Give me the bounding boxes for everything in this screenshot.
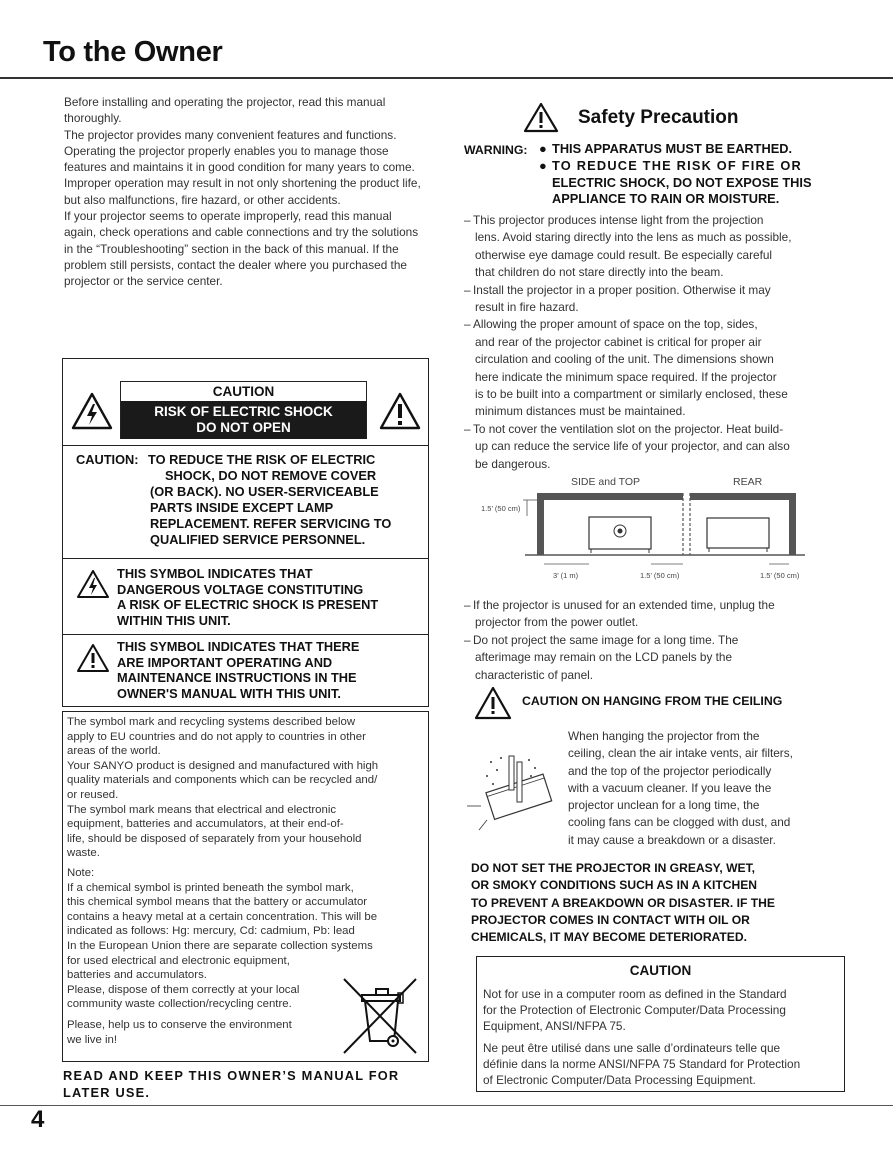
caution2-line: of Electronic Computer/Data Processing Equipment. bbox=[483, 1073, 756, 1087]
dim-top: 1.5’ (50 cm) bbox=[481, 504, 521, 513]
eu-line: quality materials and components which can be recycled and/ bbox=[67, 774, 378, 787]
eu-line: or reused. bbox=[67, 788, 119, 801]
dim-right: 1.5’ (50 cm) bbox=[640, 571, 680, 580]
eu-line: If a chemical symbol is printed beneath the symbol mark, bbox=[67, 881, 354, 894]
hanging-line: with a vacuum cleaner. If you leave the bbox=[568, 780, 772, 795]
eu-line: In the European Union there are separate collection systems bbox=[67, 939, 373, 952]
symbol1-line: WITHIN THIS UNIT. bbox=[117, 612, 231, 628]
warning-bullet: ● bbox=[539, 141, 547, 156]
caution2-english bbox=[477, 986, 844, 1034]
list-line: This projector produces intense light from the projection bbox=[473, 213, 764, 227]
safety-title: Safety Precaution bbox=[578, 107, 739, 128]
caution-banner-message bbox=[121, 401, 366, 439]
eu-line: Your SANYO product is designed and manufactured with high bbox=[67, 759, 379, 772]
symbol2-text bbox=[117, 639, 422, 701]
eu-line: this chemical symbol means that the battery or accumulator bbox=[67, 896, 368, 909]
symbol2-line: OWNER'S MANUAL WITH THIS UNIT. bbox=[117, 685, 341, 701]
hanging-title: CAUTION ON HANGING FROM THE CEILING bbox=[522, 694, 783, 708]
warning-earthed: THIS APPARATUS MUST BE EARTHED. bbox=[552, 141, 793, 156]
caution2-line: for the Protection of Electronic Computer/Data Processing bbox=[483, 1003, 786, 1017]
hanging-line: ceiling, clean the air intake vents, air filters, bbox=[568, 746, 793, 761]
list-line: projector from the power outlet. bbox=[475, 615, 639, 630]
caution-line: REPLACEMENT. REFER SERVICING TO bbox=[150, 516, 392, 531]
banner-line: RISK OF ELECTRIC SHOCK bbox=[154, 404, 333, 419]
safety-list-b bbox=[464, 597, 832, 684]
list-line: Install the projector in a proper position. Otherwise it may bbox=[473, 282, 771, 297]
eu-text-block-a bbox=[67, 715, 429, 861]
list-line: Allowing the proper amount of space on the top, sides, bbox=[473, 317, 758, 332]
caution-line: PARTS INSIDE EXCEPT LAMP bbox=[150, 500, 334, 515]
eu-text-block-c bbox=[67, 1018, 347, 1047]
symbol2-line: THIS SYMBOL INDICATES THAT THERE bbox=[117, 639, 360, 654]
symbol2-line: MAINTENANCE INSTRUCTIONS IN THE bbox=[117, 670, 357, 685]
page-title: To the Owner bbox=[43, 36, 223, 68]
eu-line: Please, help us to conserve the environment bbox=[67, 1019, 292, 1031]
eu-line: community waste collection/recycling centre. bbox=[67, 998, 292, 1011]
intro-paragraph: If your projector seems to operate improperly, read this manual again, check operations and cable connections and try the solutions in the “Troubleshooting” section in the back of this manual. If the problem still persists, contact the dealer where you purchased the projector or the service center. bbox=[64, 209, 419, 289]
caution2-line: Equipment, ANSI/NFPA 75. bbox=[483, 1019, 626, 1033]
eu-line: areas of the world. bbox=[67, 745, 161, 758]
caution-line: (OR BACK). NO USER-SERVICEABLE bbox=[150, 484, 379, 499]
caution2-line: Not for use in a computer room as defined in the Standard bbox=[483, 987, 787, 1001]
banner-line: DO NOT OPEN bbox=[196, 420, 291, 435]
warning-bullet: ● bbox=[539, 158, 547, 173]
ceiling-projector-cleaning-icon bbox=[467, 748, 559, 832]
hanging-text bbox=[568, 728, 823, 849]
eu-line: batteries and accumulators. bbox=[67, 969, 207, 982]
grease-line: DO NOT SET THE PROJECTOR IN GREASY, WET, bbox=[471, 861, 756, 875]
eu-line: contains a heavy metal at a certain concentration. This will be bbox=[67, 910, 378, 923]
hanging-line: and the top of the projector periodically bbox=[568, 763, 772, 778]
list-item: – If the projector is unused for an extended time, unplug the projector from the power outlet. bbox=[464, 597, 832, 632]
safety-list-a bbox=[464, 212, 832, 473]
title-rule bbox=[0, 77, 893, 79]
hanging-line: When hanging the projector from the bbox=[568, 729, 760, 743]
hanging-line: projector unclean for a long time, the bbox=[568, 798, 760, 813]
list-item: – This projector produces intense light from the projection lens. Avoid staring directly into the lens as much as possible, otherwise eye damage could result. Be especially careful that children do not stare directly into the beam. bbox=[464, 212, 832, 282]
symbol1-line: THIS SYMBOL INDICATES THAT bbox=[117, 566, 313, 581]
electric-shock-symbol-icon bbox=[76, 569, 110, 599]
exclamation-symbol-icon bbox=[76, 643, 110, 673]
intro-text bbox=[64, 94, 426, 290]
read-keep-notice: READ AND KEEP THIS OWNER’S MANUAL FOR LATER USE. bbox=[63, 1068, 400, 1100]
symbol2-line: ARE IMPORTANT OPERATING AND bbox=[117, 654, 333, 670]
list-line: is to be built into a compartment or similarly enclosed, these bbox=[475, 387, 788, 402]
eu-line: waste. bbox=[67, 847, 100, 860]
grease-line: CHEMICALS, IT MAY BECOME DETERIORATED. bbox=[471, 930, 747, 945]
dim-rear: 1.5’ (50 cm) bbox=[760, 571, 800, 580]
warning-line: APPLIANCE TO RAIN OR MOISTURE. bbox=[552, 191, 780, 206]
eu-line: Note: bbox=[67, 867, 95, 879]
eu-line: for used electrical and electronic equipment, bbox=[67, 954, 290, 967]
caution2-line: Ne peut être utilisé dans une salle d’ordinateurs telle que bbox=[483, 1041, 781, 1055]
warning-line: TO REDUCE THE RISK OF FIRE OR bbox=[552, 158, 802, 173]
symbol1-text bbox=[117, 566, 422, 628]
list-line: circulation and cooling of the unit. The dimensions shown bbox=[475, 352, 774, 367]
list-line: lens. Avoid staring directly into the lens as much as possible, bbox=[475, 230, 792, 245]
list-item: – Do not project the same image for a long time. The afterimage may remain on the LCD panels by the characteristic of panel. bbox=[464, 632, 832, 684]
clearance-diagram bbox=[475, 490, 815, 572]
caution-line: TO REDUCE THE RISK OF ELECTRIC bbox=[148, 452, 376, 467]
list-line: and rear of the projector cabinet is critical for proper air bbox=[475, 334, 762, 349]
eu-line: indicated as follows: Hg: mercury, Cd: cadmium, Pb: lead bbox=[67, 925, 355, 938]
list-item: – To not cover the ventilation slot on the projector. Heat build- up can reduce the service life of your projector, and can also be dangerous. bbox=[464, 421, 832, 473]
list-line: otherwise eye damage could result. Be especially careful bbox=[475, 247, 773, 262]
crossed-out-wheelie-bin-icon bbox=[340, 975, 422, 1057]
grease-line: TO PREVENT A BREAKDOWN OR DISASTER. IF THE bbox=[471, 895, 775, 910]
list-line: If the projector is unused for an extended time, unplug the bbox=[473, 598, 775, 612]
safety-warning-icon bbox=[523, 102, 559, 133]
list-line: minimum distances must be maintained. bbox=[475, 404, 686, 419]
diagram-label-rear: REAR bbox=[733, 476, 763, 488]
diagram-label-side-top: SIDE and TOP bbox=[571, 476, 641, 488]
hanging-warning-icon bbox=[474, 686, 512, 720]
symbol1-line: A RISK OF ELECTRIC SHOCK IS PRESENT bbox=[117, 597, 379, 612]
list-line: here indicate the minimum space required. If the projector bbox=[475, 369, 777, 384]
caution-banner bbox=[120, 381, 367, 439]
grease-warning bbox=[471, 860, 811, 946]
caution-label: CAUTION: bbox=[76, 452, 139, 467]
hanging-line: cooling fans can be clogged with dust, and bbox=[568, 815, 791, 830]
divider bbox=[62, 634, 429, 635]
eu-line: equipment, batteries and accumulators, at their end-of- bbox=[67, 818, 344, 831]
symbol1-line: DANGEROUS VOLTAGE CONSTITUTING bbox=[117, 581, 364, 597]
caution-message bbox=[148, 452, 428, 548]
list-line: result in fire hazard. bbox=[475, 300, 579, 315]
grease-line: OR SMOKY CONDITIONS SUCH AS IN A KITCHEN bbox=[471, 878, 758, 893]
electric-shock-warning-icon bbox=[71, 392, 113, 430]
caution-banner-title: CAUTION bbox=[212, 384, 275, 399]
warning-rain bbox=[552, 158, 837, 208]
grease-line: PROJECTOR COMES IN CONTACT WITH OIL OR bbox=[471, 912, 750, 927]
list-line: up can reduce the service life of your projector, and can also bbox=[475, 439, 790, 454]
eu-line: The symbol mark means that electrical and electronic bbox=[67, 803, 337, 816]
intro-paragraph: Before installing and operating the projector, read this manual thoroughly. bbox=[64, 95, 386, 126]
page-number: 4 bbox=[31, 1106, 45, 1133]
eu-line: The symbol mark and recycling systems described below bbox=[67, 716, 356, 728]
list-line: be dangerous. bbox=[475, 456, 551, 471]
footer-rule bbox=[0, 1105, 893, 1106]
computer-room-caution-box bbox=[476, 956, 845, 1092]
list-item: – Allowing the proper amount of space on the top, sides, and rear of the projector cabinet is critical for proper air circulation and cooling of the unit. The dimensions shown here indicate the minimum space required. If the projector is to be built into a compartment or similarly enclosed, these minimum distances must be maintained. bbox=[464, 316, 832, 420]
caution-line: SHOCK, DO NOT REMOVE COVER bbox=[165, 468, 377, 483]
caution-line: QUALIFIED SERVICE PERSONNEL. bbox=[150, 532, 366, 547]
attention-warning-icon bbox=[379, 392, 421, 430]
warning-line: ELECTRIC SHOCK, DO NOT EXPOSE THIS bbox=[552, 174, 812, 190]
eu-line: apply to EU countries and do not apply to countries in other bbox=[67, 730, 366, 743]
caution2-line: définie dans la norme ANSI/NFPA 75 Standard for Protection bbox=[483, 1057, 801, 1071]
hanging-line: it may cause a breakdown or a disaster. bbox=[568, 832, 776, 847]
divider bbox=[62, 445, 429, 446]
divider bbox=[62, 558, 429, 559]
list-line: To not cover the ventilation slot on the projector. Heat build- bbox=[473, 421, 784, 436]
caution2-title: CAUTION bbox=[629, 963, 692, 978]
eu-line: Please, dispose of them correctly at your local bbox=[67, 983, 300, 996]
list-line: afterimage may remain on the LCD panels by the bbox=[475, 650, 733, 665]
intro-paragraph: Improper operation may result in not only shortening the product life, but also malfunctions, fire hazard, or other accidents. bbox=[64, 176, 421, 207]
dim-left: 3’ (1 m) bbox=[553, 571, 579, 580]
list-item: – Install the projector in a proper position. Otherwise it may result in fire hazard. bbox=[464, 282, 832, 317]
intro-paragraph: The projector provides many convenient features and functions. Operating the projector properly enables you to manage those features and maintains it in good condition for many years to come. bbox=[64, 127, 415, 175]
eu-line: life, should be disposed of separately from your household bbox=[67, 832, 362, 845]
warning-label: WARNING: bbox=[464, 143, 528, 157]
list-line: characteristic of panel. bbox=[475, 667, 594, 682]
eu-line: we live in! bbox=[67, 1033, 118, 1046]
list-line: Do not project the same image for a long time. The bbox=[473, 632, 739, 647]
caution2-french bbox=[477, 1040, 844, 1088]
list-line: that children do not stare directly into the beam. bbox=[475, 265, 724, 280]
